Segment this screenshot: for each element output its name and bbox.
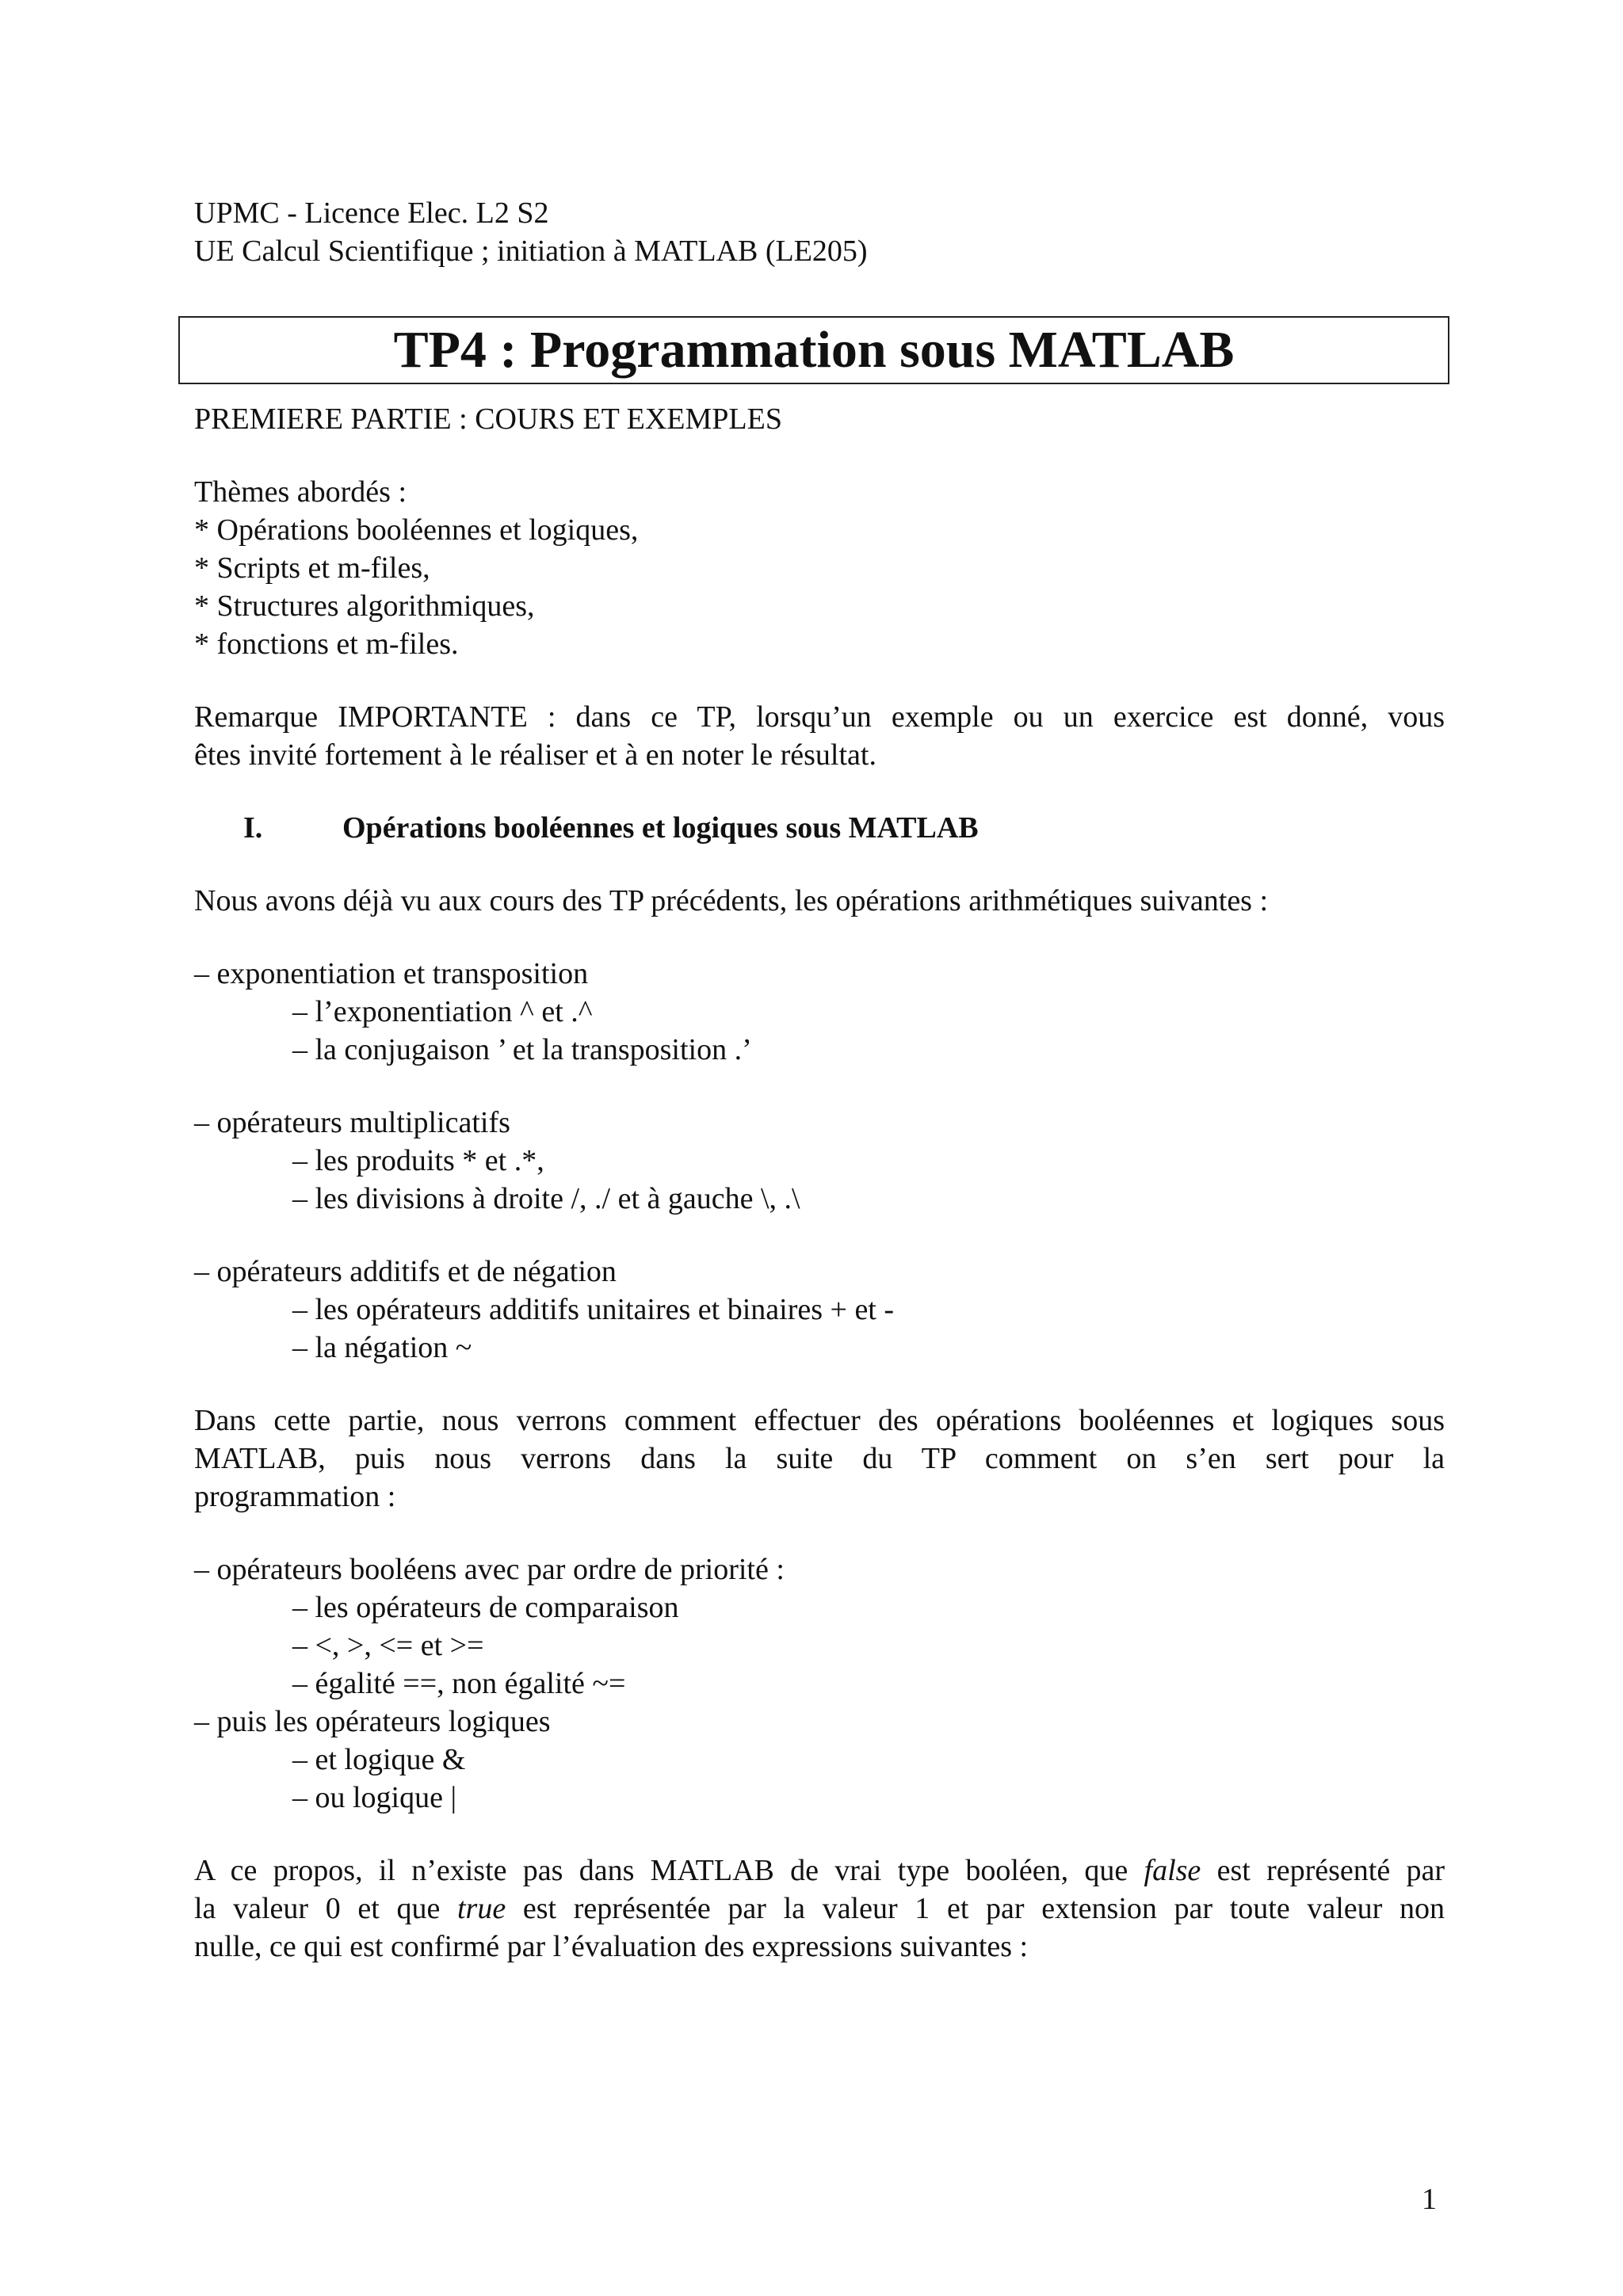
title-box [178,316,1449,384]
list-item: – les opérateurs additifs unitaires et binaires + et - [292,1293,895,1326]
partie-paragraph [194,1402,1445,1516]
remarque-paragraph [194,698,1445,774]
list-item: – l’exponentiation ^ et .^ [292,995,593,1028]
remarque-line-1: Remarque IMPORTANTE : dans ce TP, lorsqu’un exemple ou un exercice est donné, vous [194,700,1445,734]
italic-word: true [457,1892,506,1925]
group-head: – opérateurs additifs et de négation [194,1255,617,1288]
list-item: – la négation ~ [292,1331,472,1364]
paragraph-line [194,1890,1445,1928]
group-head: – puis les opérateurs logiques [194,1705,551,1738]
section-title: Opérations booléennes et logiques sous MATLAB [342,811,979,845]
course-header [194,194,1445,270]
italic-word: false [1144,1854,1201,1887]
list-item: * Structures algorithmiques, [194,589,535,623]
themes-heading: Thèmes abordés : [194,475,407,509]
list-item: – les opérateurs de comparaison [292,1591,679,1624]
paragraph-line: programmation : [194,1480,396,1513]
paragraph-line [194,1852,1445,1890]
header-line-2: UE Calcul Scientifique ; initiation à MATLAB (LE205) [194,235,868,268]
list-item: – les divisions à droite /, ./ et à gauche \, .\ [292,1182,800,1215]
header-line-1: UPMC - Licence Elec. L2 S2 [194,196,549,230]
document-page [194,194,1445,1966]
text-run: est représentée par la valeur 1 et par extension par toute valeur non [506,1892,1445,1925]
final-paragraph [194,1852,1445,1966]
operator-group-additive [194,1253,1445,1367]
intro-paragraph: Nous avons déjà vu aux cours des TP précédents, les opérations arithmétiques suivantes : [194,884,1269,917]
list-item: – égalité ==, non égalité ~= [292,1667,626,1700]
document-title: TP4 : Programmation sous MATLAB [393,321,1235,379]
list-item: – <, >, <= et >= [292,1629,484,1662]
text-run: la valeur 0 et que [194,1892,457,1925]
operator-group-exponentiation [194,955,1445,1069]
list-item: – ou logique | [292,1781,457,1814]
page-number: 1 [1422,2183,1437,2216]
list-item: * Opérations booléennes et logiques, [194,513,639,547]
text-run: est représenté par [1201,1854,1445,1887]
list-item: * fonctions et m-files. [194,627,459,661]
paragraph-line: MATLAB, puis nous verrons dans la suite du TP comment on s’en sert pour la [194,1442,1445,1475]
group-head: – exponentiation et transposition [194,957,589,990]
section-heading [243,809,1445,847]
list-item: – les produits * et .*, [292,1144,544,1177]
section-number: I. [243,811,263,845]
paragraph-line: nulle, ce qui est confirmé par l’évaluation des expressions suivantes : [194,1930,1029,1963]
list-item: – la conjugaison ’ et la transposition .’ [292,1033,752,1066]
operator-group-multiplicative [194,1104,1445,1218]
remarque-line-2: êtes invité fortement à le réaliser et à en noter le résultat. [194,738,876,772]
themes-list [194,473,1445,663]
group-head: – opérateurs booléens avec par ordre de priorité : [194,1553,785,1586]
boolean-operators-list [194,1550,1445,1817]
paragraph-line: Dans cette partie, nous verrons comment effectuer des opérations booléennes et logiques sous [194,1404,1445,1437]
list-item: – et logique & [292,1743,466,1776]
text-run: A ce propos, il n’existe pas dans MATLAB de vrai type booléen, que [194,1854,1144,1887]
list-item: * Scripts et m-files, [194,551,430,585]
part-heading: PREMIERE PARTIE : COURS ET EXEMPLES [194,402,782,436]
group-head: – opérateurs multiplicatifs [194,1106,510,1139]
